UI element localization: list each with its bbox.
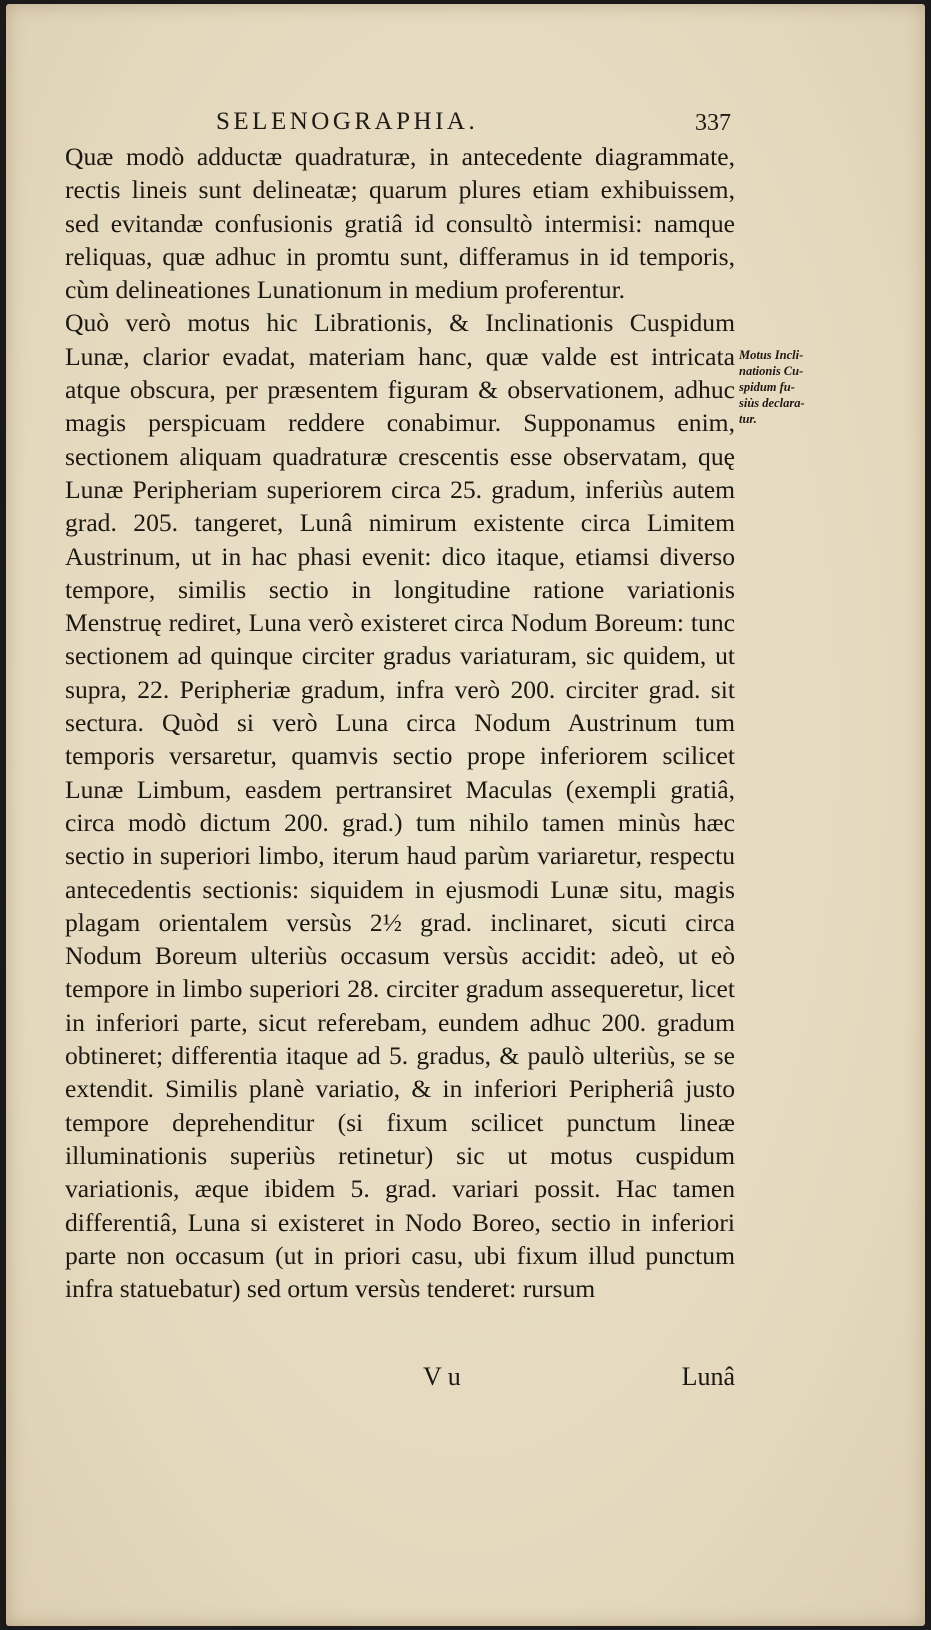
catchword: Lunâ [681, 1362, 735, 1391]
body-text [65, 140, 735, 1305]
running-head: SELENOGRAPHIA. [216, 108, 479, 135]
margin-note-line: tur. [739, 412, 757, 426]
paragraph-1: Quæ modò adductæ quadraturæ, in antecedente diagrammate, rectis lineis sunt delineatæ; quarum plures etiam exhibuissem, sed evitandæ confusionis gratiâ id consultò intermisi: namque reliquas, quæ adhuc in promtu sunt, differamus in id temporis, cùm delineationes Lunationum in medium proferentur. [65, 142, 735, 305]
paragraph-2: Quò verò motus hic Librationis, & Inclinationis Cuspidum Lunæ, clarior evadat, materiam hanc, quæ valde est intricata atque obscura, per præsentem figuram & observationem, adhuc magis perspicuam reddere conabimur. Supponamus enim, sectionem aliquam quadraturæ crescentis esse observatam, quę Lunæ Peripheriam superiorem circa 25. gradum, inferiùs autem grad. 205. tangeret, Lunâ nimirum existente circa Limitem Austrinum, ut in hac phasi evenit: dico itaque, etiamsi diverso tempore, similis sectio in longitudine ratione variationis Menstruę rediret, Luna verò existeret circa Nodum Boreum: tunc sectionem ad quinque circiter gradus variaturam, sic quidem, ut supra, 22. Peripheriæ gradum, infra verò 200. circiter grad. sit sectura. Quòd si verò Luna circa Nodum Austrinum tum temporis versaretur, quamvis sectio prope inferiorem scilicet Lunæ Limbum, easdem pertransiret Maculas (exempli gratiâ, circa modò dictum 200. grad.) tum nihilo tamen minùs hæc sectio in superiori limbo, iterum haud parùm variaretur, respectu antecedentis sectionis: siquidem in ejusmodi Lunæ situ, magis plagam orientalem versùs 2½ grad. inclinaret, sicuti circa Nodum Boreum ulteriùs occasum versùs accidit: adeò, ut eò tempore in limbo superiori 28. circiter gradum assequeretur, licet in inferiori parte, sicut referebam, eundem adhuc 200. gradum obtineret; differentia itaque ad 5. gradus, & paulò ulteriùs, se se extendit. Similis planè variatio, & in inferiori Peripheriâ justo tempore deprehenditur (si fixum scilicet punctum lineæ illuminationis superiùs retinetur) sic ut motus cuspidum variationis, æque ibidem 5. grad. variari possit. Hac tamen differentiâ, Luna si existeret in Nodo Boreo, sectio in inferiori parte non occasum (ut in priori casu, ubi fixum illud punctum infra statuebatur) sed ortum versùs tenderet: rursum [65, 308, 735, 1304]
margin-note-line: nationis Cu- [739, 364, 804, 378]
book-page [6, 4, 925, 1626]
margin-note-line: Motus Incli- [739, 348, 804, 362]
margin-note-line: spidum fu- [739, 380, 795, 394]
page-header [66, 108, 731, 138]
page-number: 337 [695, 110, 731, 136]
signature-mark: V u [423, 1362, 461, 1391]
page-footer [65, 1362, 735, 1396]
margin-note-line: siùs declara- [739, 396, 805, 410]
margin-note [739, 347, 831, 427]
